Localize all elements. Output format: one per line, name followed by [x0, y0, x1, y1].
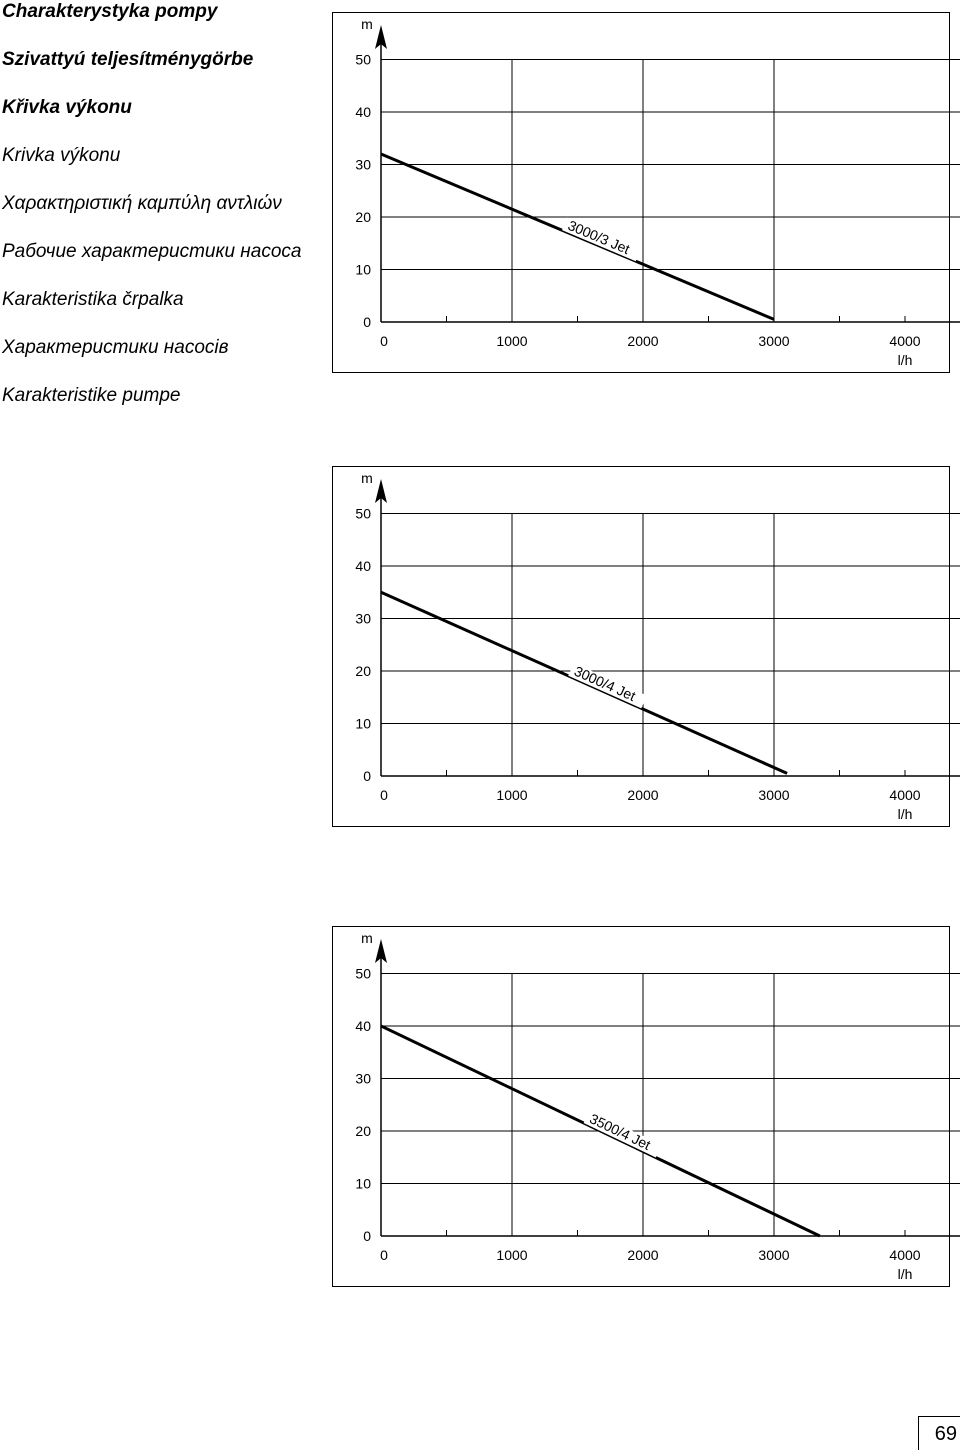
y-tick-label: 30: [355, 156, 371, 173]
page-number: 69: [918, 1416, 960, 1450]
y-tick-label: 20: [355, 1123, 371, 1139]
x-axis-label: l/h: [897, 352, 913, 368]
y-tick-label: 10: [355, 261, 371, 278]
y-axis-label: m: [361, 470, 373, 486]
title-gr: Χαρακτηριστική καμπύλη αντλιών: [2, 193, 282, 214]
y-tick-label: 20: [355, 663, 371, 679]
y-tick-label: 30: [355, 610, 371, 627]
x-tick-label: 1000: [496, 333, 528, 349]
x-axis-label: l/h: [897, 1266, 913, 1282]
y-tick-label: 0: [363, 768, 371, 784]
y-tick-label: 10: [355, 715, 371, 732]
title-hu: Szivattyú teljesítménygörbe: [2, 49, 254, 70]
x-tick-label: 2000: [627, 1247, 659, 1263]
series-label: 3000/3 Jet: [565, 216, 633, 258]
x-tick-label: 0: [380, 1247, 388, 1263]
y-tick-label: 50: [355, 51, 371, 68]
title-cz: Křivka výkonu: [2, 97, 132, 118]
title-si: Karakteristika črpalka: [2, 289, 184, 310]
title-hr: Karakteristike pumpe: [2, 385, 181, 406]
y-tick-label: 30: [355, 1070, 371, 1087]
pump-chart-3: [332, 926, 950, 1287]
x-tick-label: 1000: [496, 787, 528, 803]
series-line: [381, 592, 787, 773]
series-label-group: [584, 1109, 663, 1158]
series-label: 3500/4 Jet: [587, 1110, 654, 1153]
y-tick-label: 50: [355, 965, 371, 982]
y-tick-label: 20: [355, 209, 371, 225]
x-axis-label: l/h: [897, 806, 913, 822]
x-tick-label: 4000: [889, 333, 921, 349]
x-tick-label: 1000: [496, 1247, 528, 1263]
x-tick-label: 3000: [758, 787, 790, 803]
y-tick-label: 10: [355, 1175, 371, 1192]
chart-1-svg: [1, 13, 960, 374]
series-line: [381, 154, 774, 319]
pump-chart-1: [332, 12, 950, 373]
y-tick-label: 0: [363, 1228, 371, 1244]
y-tick-label: 40: [355, 1018, 371, 1034]
y-tick-label: 40: [355, 558, 371, 574]
series-label-group: [568, 661, 648, 708]
y-tick-label: 0: [363, 314, 371, 330]
x-tick-label: 4000: [889, 1247, 921, 1263]
pump-chart-2: [332, 466, 950, 827]
title-sk: Krivka výkonu: [2, 145, 121, 166]
y-tick-label: 40: [355, 104, 371, 120]
y-axis-label: m: [361, 930, 373, 946]
y-tick-label: 50: [355, 505, 371, 522]
x-tick-label: 3000: [758, 333, 790, 349]
title-pl: Charakterystyka pompy: [2, 1, 218, 22]
x-tick-label: 2000: [627, 787, 659, 803]
x-tick-label: 2000: [627, 333, 659, 349]
title-ru: Рабочие характеристики насоса: [2, 241, 302, 262]
x-tick-label: 3000: [758, 1247, 790, 1263]
series-label: 3000/4 Jet: [571, 662, 639, 705]
x-tick-label: 4000: [889, 787, 921, 803]
chart-3-svg: [1, 927, 960, 1288]
x-tick-label: 0: [380, 787, 388, 803]
chart-2-svg: [1, 467, 960, 828]
x-tick-label: 0: [380, 333, 388, 349]
y-axis-label: m: [361, 16, 373, 32]
series-label-group: [562, 215, 642, 261]
title-ua: Характеристики насосів: [2, 337, 229, 358]
